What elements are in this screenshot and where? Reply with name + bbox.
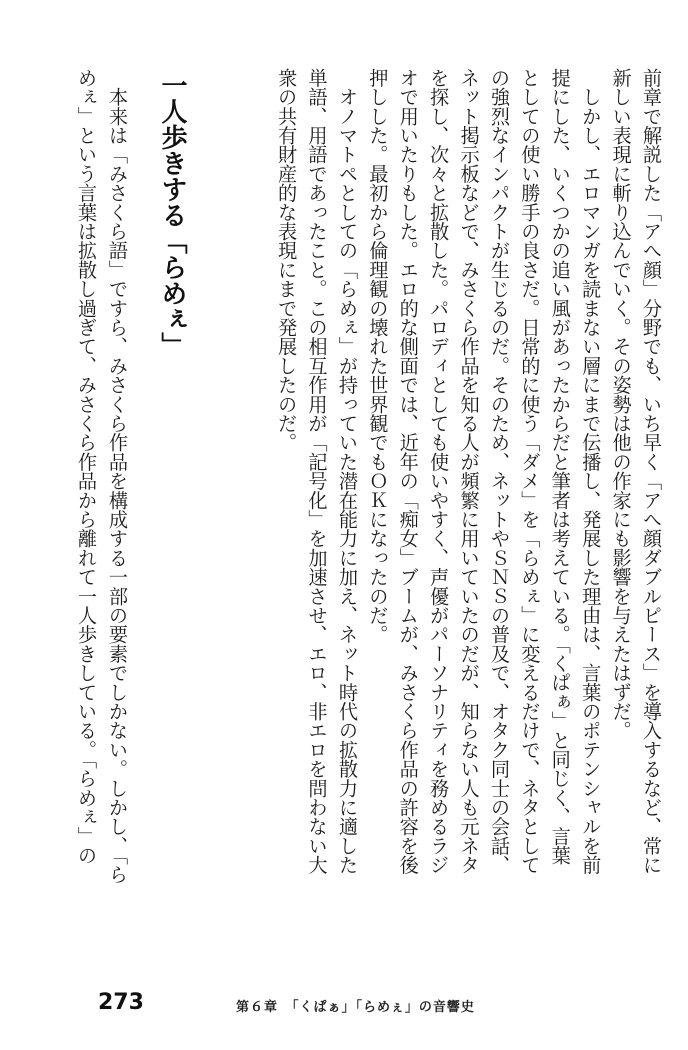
text-line: 提にした、いくつかの追い風があったからだと筆者は考えている。「くぱぁ」と同じく、言葉	[548, 68, 572, 865]
section-text	[71, 68, 133, 884]
text-line: 新しい表現に斬り込んでいく。その姿勢は他の作家にも影響を与えたはずだ。	[609, 68, 633, 740]
text-line: 本来は「みさくら語」ですら、みさくら作品を構成する一部の要素でしかない。しかし、「ら	[106, 68, 129, 884]
text-line: オノマトペとしての「らめぇ」が持っていた潜在能力に加え、ネット時代の拡散力に適した	[335, 68, 359, 875]
text-line: 衆の共有財産的な表現にまで発展したのだ。	[275, 68, 299, 452]
text-line: の強烈なインパクトが生じるのだ。そのため、ネットやＳＮＳの普及で、オタク同士の会話、	[487, 68, 511, 875]
text-line: 押しした。最初から倫理観の壊れた世界観でもＯＫになったのだ。	[366, 68, 390, 644]
body-text	[271, 68, 666, 880]
page-number: 273	[98, 990, 144, 1015]
text-line: 前章で解説した「アへ顔」分野でも、いち早く「アへ顔ダブルピース」を導入するなど、常に	[640, 68, 663, 875]
text-line: めぇ」という言葉は拡散し過ぎて、みさくら作品から離れて一人歩きしている。「らめぇ」の	[75, 68, 98, 865]
text-line: としての使い勝手の良さだ。日常的に使う「ダメ」を「らめぇ」に変えるだけで、ネタとして	[518, 68, 542, 875]
text-line: ネット掲示板などで、みさくら作品を知る人が頻繁に用いていたのだが、知らない人も元ネタ	[457, 68, 481, 875]
running-head: 第６章 「くぱぁ」「らめぇ」の音響史	[236, 1000, 475, 1015]
text-line: オで用いたりもした。エロ的な側面では、近年の「痴女」ブームが、みさくら作品の許容を後	[396, 68, 420, 875]
text-line: 単語、用語であったこと。この相互作用が「記号化」を加速させ、エロ、非エロを問わない大	[305, 68, 329, 875]
section-heading: 一人歩きする「らめぇ」	[157, 72, 187, 358]
text-line: しかし、エロマンガを読まない層にまで伝播し、発展した理由は、言葉のポテンシャルを前	[579, 68, 603, 875]
text-line: を探し、次々と拡散した。パロディとしても使いやすく、声優がパーソナリティを務めるラジ	[427, 68, 451, 875]
